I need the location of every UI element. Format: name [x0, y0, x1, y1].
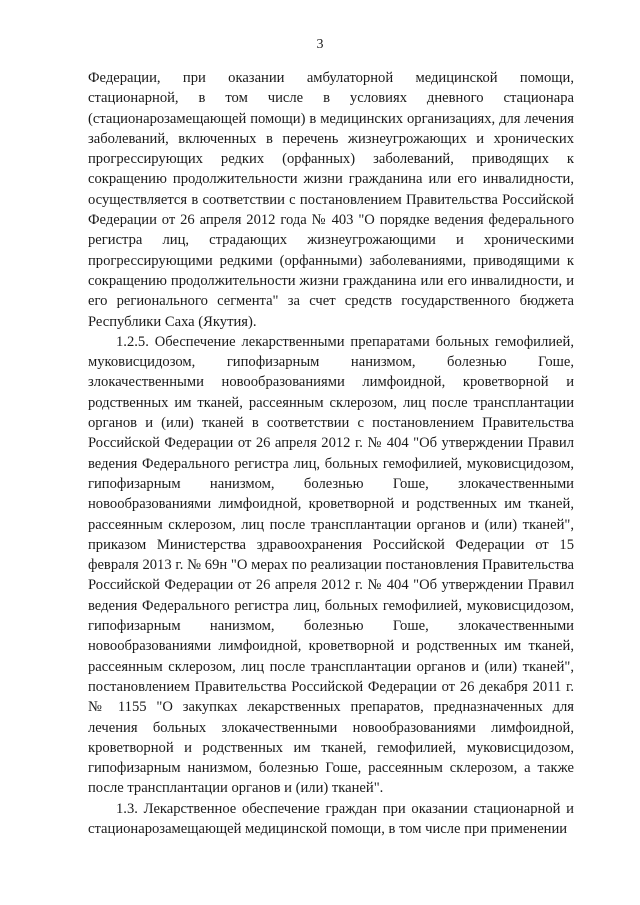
paragraph-continuation: Федерации, при оказании амбулаторной медицинской помощи, стационарной, в том числе в условиях дневного стационара (стационарозамещающей помощи) в медицинских организациях, для лечения заболеваний, включенных в перечень жизнеугрожающих и хронических прогрессирующих редких (орфанных) заболеваний, приводящих к сокращению продолжительности жизни гражданина или его инвалидности, осуществляется в соответствии с постановлением Правительства Российской Федерации от 26 апреля 2012 года № 403 "О порядке ведения федерального регистра лиц, страдающих жизнеугрожающими и хроническими прогрессирующими редкими (орфанными) заболеваниями, приводящими к сокращению продолжительности жизни гражданина или его инвалидности, и его регионального сегмента" за счет средств государственного бюджета Республики Саха (Якутия). [88, 70, 574, 330]
page-number: 3 [316, 37, 324, 52]
document-body [88, 68, 574, 839]
paragraph-1-3: 1.3. Лекарственное обеспечение граждан при оказании стационарной и стационарозамещающей медицинской помощи, в том числе при применении [88, 800, 574, 837]
paragraph-1-2-5: 1.2.5. Обеспечение лекарственными препаратами больных гемофилией, муковисцидозом, гипофизарным нанизмом, болезнью Гоше, злокачественными новообразованиями лимфоидной, кроветворной и родственных им тканей, рассеянным склерозом, лиц после трансплантации органов и (или) тканей в соответствии с постановлением Правительства Российской Федерации от 26 апреля 2012 г. № 404 "Об утверждении Правил ведения Федерального регистра лиц, больных гемофилией, муковисцидозом, гипофизарным нанизмом, болезнью Гоше, злокачественными новообразованиями лимфоидной, кроветворной и родственных им тканей, рассеянным склерозом, лиц после трансплантации органов и (или) тканей", приказом Министерства здравоохранения Российской Федерации от 15 февраля 2013 г. № 69н "О мерах по реализации постановления Правительства Российской Федерации от 26 апреля 2012 г. № 404 "Об утверждении Правил ведения Федерального регистра лиц, больных гемофилией, муковисцидозом, гипофизарным нанизмом, болезнью Гоше, злокачественными новообразованиями лимфоидной, кроветворной и родственных им тканей, рассеянным склерозом, лиц после трансплантации органов и (или) тканей", постановлением Правительства Российской Федерации от 26 декабря 2011 г. № 1155 "О закупках лекарственных препаратов, предназначенных для лечения больных злокачественными новообразованиями лимфоидной, кроветворной и родственных им тканей, гемофилией, муковисцидозом, гипофизарным нанизмом, болезнью Гоше, рассеянным склерозом, а также после трансплантации органов и (или) тканей". [88, 333, 574, 797]
